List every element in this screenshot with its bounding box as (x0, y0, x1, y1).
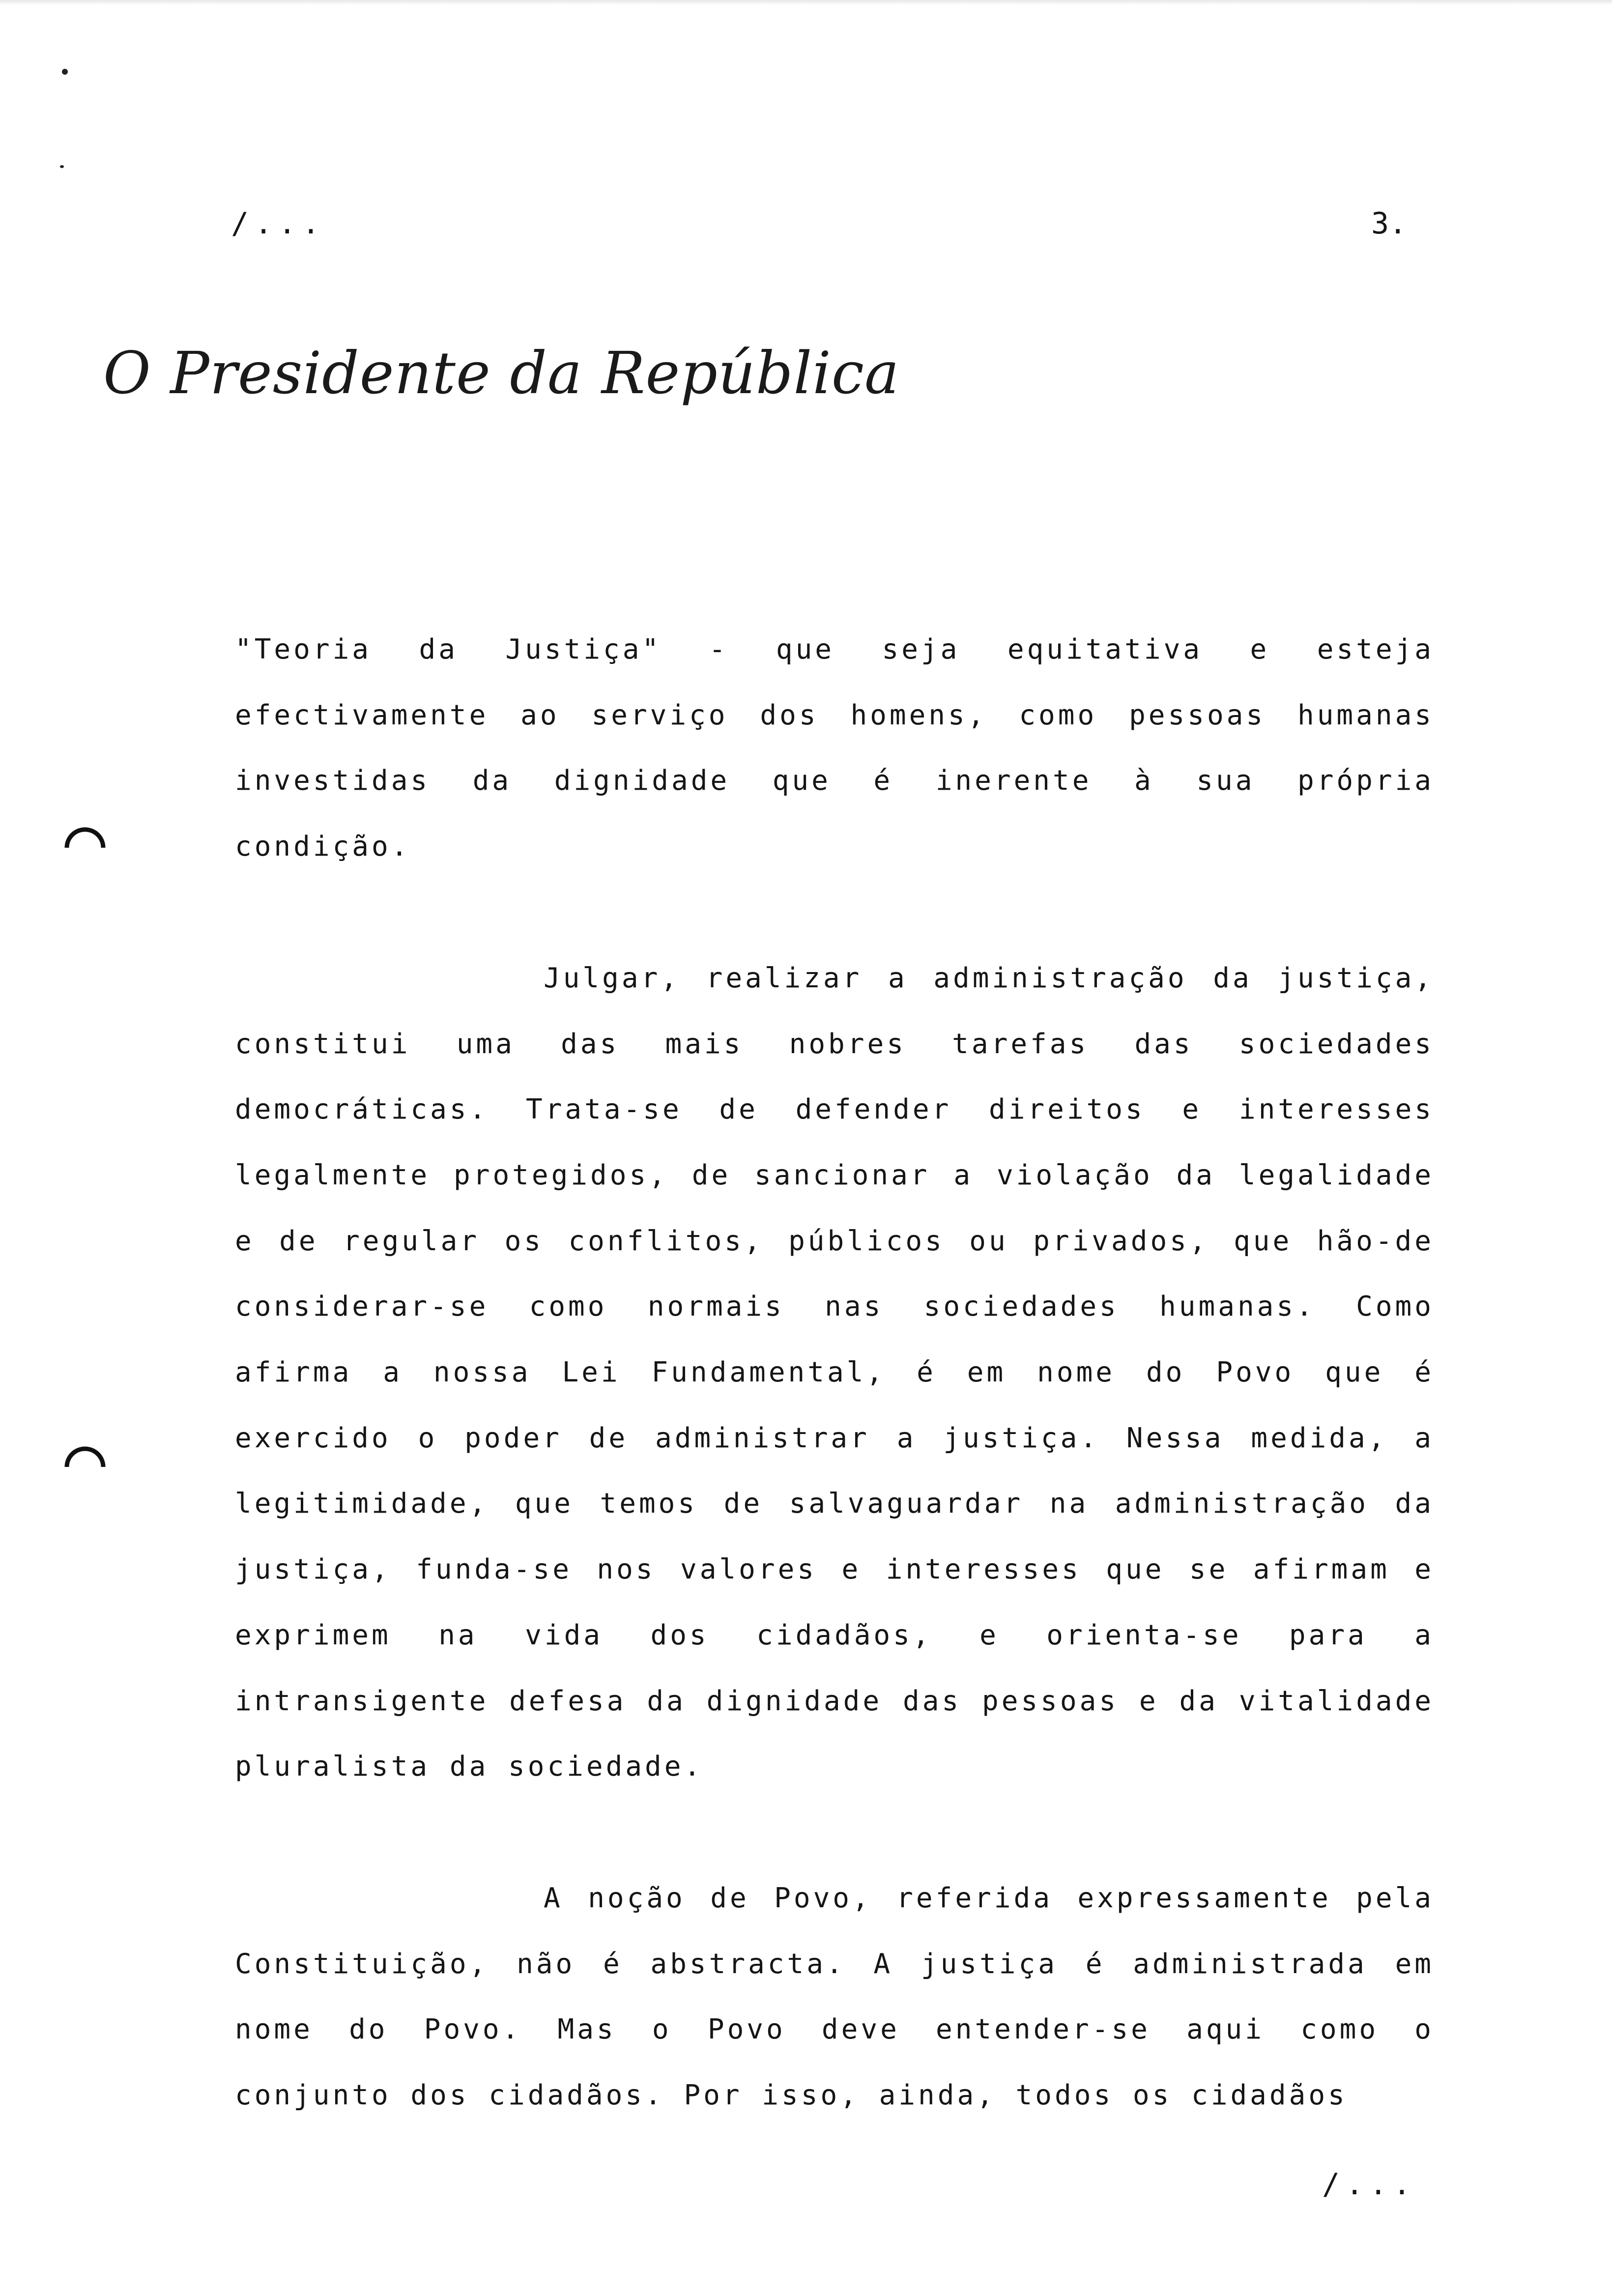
footer-continuation-mark: /... (1322, 2167, 1417, 2202)
document-body (235, 617, 1434, 2128)
scan-speck (62, 69, 68, 75)
paragraph-1: "Teoria da Justiça" - que seja equitativa e esteja efectivamente ao serviço dos homens, como pessoas humanas investidas da dignidade que é inerente à sua própria condição. (235, 633, 1434, 863)
paragraph-3: A noção de Povo, referida expressamente pela Constituição, não é abstracta. A justiça é administrada em nome do Povo. Mas o Povo deve entender-se aqui como o conjunto dos cidadãos. Por isso, ainda, todos os cidadãos (235, 1882, 1434, 2112)
page-number: 3. (1371, 206, 1407, 241)
scan-speck (60, 165, 64, 168)
letterhead-title: O Presidente da República (103, 339, 900, 407)
scan-edge (0, 0, 1612, 5)
paragraph-2: Julgar, realizar a administração da justiça, constitui uma das mais nobres tarefas das sociedades democráticas. Trata-se de defender direitos e interesses legalmente protegidos, de sancionar a violação da legalidade e de regular os conflitos, públicos ou privados, que hão-de considerar-se como normais nas sociedades humanas. Como afirma a nossa Lei Fundamental, é em nome do Povo que é exercido o poder de administrar a justiça. Nessa medida, a legitimidade, que temos de salvaguardar na administração da justiça, funda-se nos valores e interesses que se afirmam e exprimem na vida dos cidadãos, e orienta-se para a intransigente defesa da dignidade das pessoas e da vitalidade pluralista da sociedade. (235, 962, 1434, 1783)
header-continuation-mark: /... (231, 206, 326, 241)
punch-hole-icon (63, 1437, 107, 1482)
punch-hole-icon (63, 818, 107, 862)
